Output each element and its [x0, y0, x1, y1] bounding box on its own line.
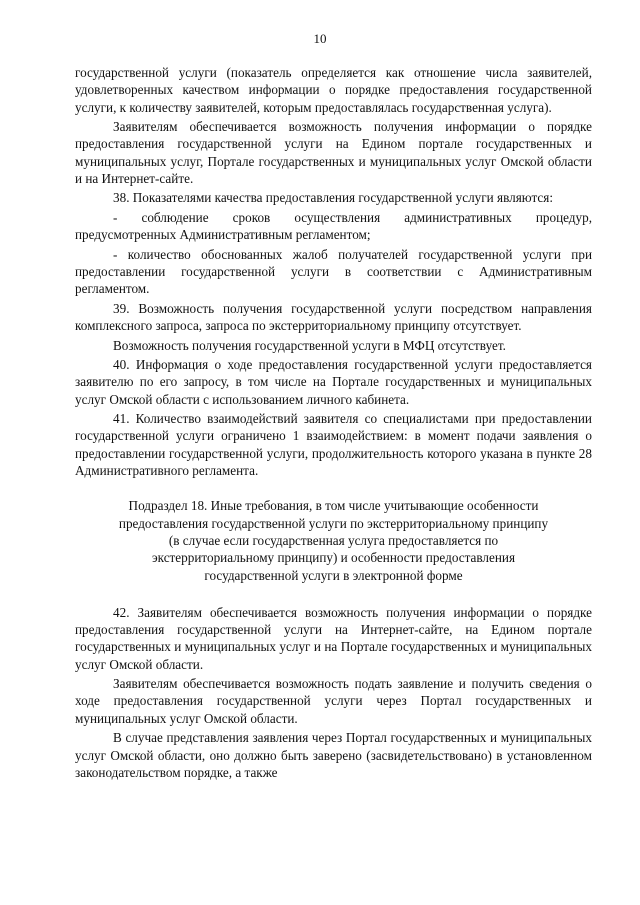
paragraph-mfc: Возможность получения государственной услуги в МФЦ отсутствует. — [113, 337, 506, 353]
paragraph-42: 42. Заявителям обеспечивается возможность получения информации о порядке предоставления государственной услуги на Интернет-сайте, на Едином портале государственных и муниципальных услуг и на Портале государственных и муниципальных услуг Омской области. — [75, 604, 592, 672]
paragraph-39: 39. Возможность получения государственной услуги посредством направления комплексного запроса, запроса по экстерриториальному принципу отсутствует. — [75, 300, 592, 334]
paragraph-38: 38. Показателями качества предоставления государственной услуги являются: — [113, 190, 553, 206]
paragraph-38-item-complaints: - количество обоснованных жалоб получателей государственной услуги при предоставлении государственной услуги в соответствии с Административным регламентом. — [75, 246, 592, 297]
subsection-title-line: государственной услуги в электронной форме — [204, 567, 463, 583]
paragraph-info-portal: Заявителям обеспечивается возможность получения информации о порядке предоставления государственной услуги на Едином портале государственных и муниципальных услуг, Портале государственных и муниципальных услуг Омской области и на Интернет-сайте. — [75, 119, 592, 186]
subsection-18-title — [75, 497, 592, 583]
paragraph-41: 41. Количество взаимодействий заявителя со специалистами при предоставлении государственной услуги ограничено 1 взаимодействием: в момент подачи заявления о предоставлении государственной услуги, продолжительность которого указана в пункте 28 Административного регламента. — [75, 411, 592, 479]
paragraph-40: 40. Информация о ходе предоставления государственной услуги предоставляется заявителю по его запросу, в том числе на Портале государственных и муниципальных услуг Омской области с использованием личного кабинета. — [75, 357, 592, 407]
paragraph-apply-online: Заявителям обеспечивается возможность подать заявление и получить сведения о ходе предоставления государственной услуги через Портал государственных и муниципальных услуг Омской области. — [75, 676, 592, 726]
paragraph-continuation: государственной услуги (показатель определяется как отношение числа заявителей, удовлетворенных качеством информации о порядке предоставления государственной услуги, к количеству заявителей, которым предоставлялась государственная услуга). — [75, 65, 592, 115]
subsection-title-line: экстерриториальному принципу) и особенности предоставления — [151, 550, 516, 566]
paragraph-38-item-deadlines: - соблюдение сроков осуществления административных процедур, предусмотренных Административным регламентом; — [75, 209, 592, 243]
paragraph-portal-certification: В случае представления заявления через Портал государственных и муниципальных услуг Омской области, оно должно быть заверено (засвидетельствовано) в установленном законодательством порядке, а также — [75, 730, 592, 780]
document-body — [75, 64, 592, 783]
subsection-title-line: Подраздел 18. Иные требования, в том числе учитывающие особенности — [128, 498, 539, 514]
subsection-title-line: (в случае если государственная услуга предоставляется по — [168, 532, 499, 548]
subsection-title-line: предоставления государственной услуги по экстерриториальному принципу — [118, 515, 549, 531]
page-number: 10 — [313, 31, 327, 46]
